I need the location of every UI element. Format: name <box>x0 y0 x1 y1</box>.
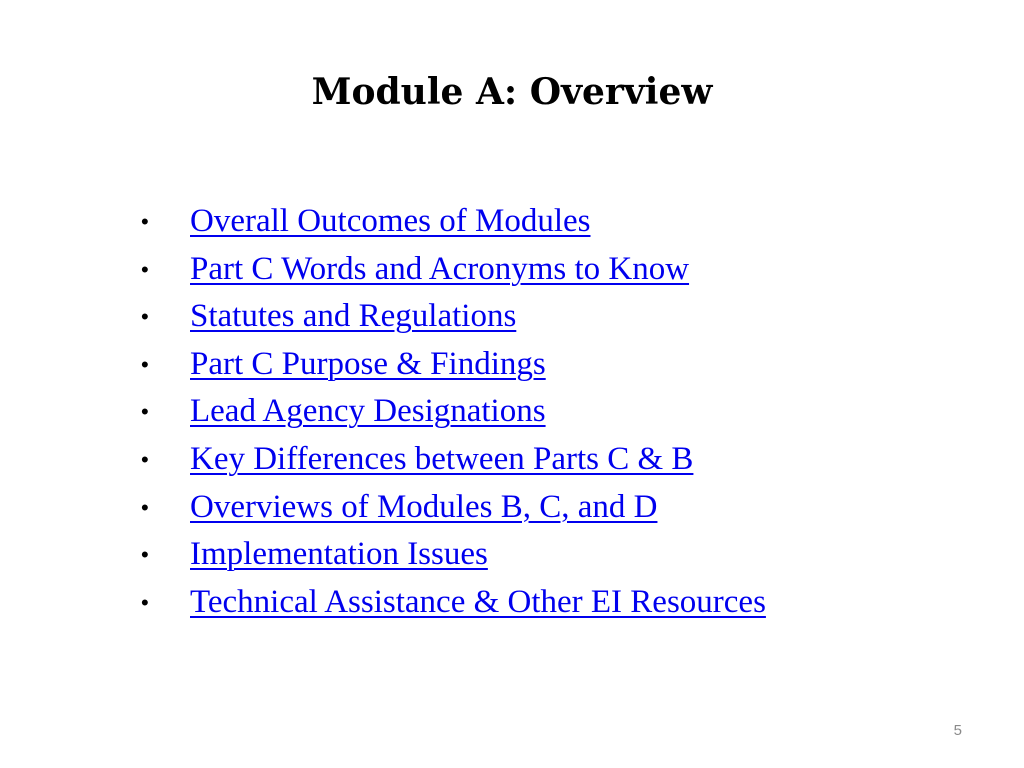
list-item <box>136 579 766 627</box>
list-item <box>136 531 766 579</box>
bullet-icon: • <box>141 351 149 377</box>
bullet-icon: • <box>141 542 149 568</box>
overview-link-list <box>136 198 766 626</box>
list-item <box>136 341 766 389</box>
link-words-acronyms[interactable]: Part C Words and Acronyms to Know <box>190 250 690 287</box>
link-implementation-issues[interactable]: Implementation Issues <box>190 536 488 573</box>
bullet-icon: • <box>141 494 149 520</box>
bullet-icon: • <box>141 589 149 615</box>
slide-title: Module A: Overview <box>311 71 713 113</box>
slide-number: 5 <box>953 722 962 739</box>
bullet-icon: • <box>141 209 149 234</box>
link-overviews-modules[interactable]: Overviews of Modules B, C, and D <box>190 488 658 525</box>
link-statutes-regulations[interactable]: Statutes and Regulations <box>190 298 517 335</box>
list-item <box>136 484 766 532</box>
link-lead-agency[interactable]: Lead Agency Designations <box>190 393 546 430</box>
list-item <box>136 436 766 484</box>
link-overall-outcomes[interactable]: Overall Outcomes of Modules <box>190 203 591 239</box>
link-purpose-findings[interactable]: Part C Purpose & Findings <box>190 345 546 382</box>
bullet-icon: • <box>141 446 149 472</box>
link-technical-assistance[interactable]: Technical Assistance & Other EI Resources <box>190 583 766 620</box>
bullet-icon: • <box>141 399 149 425</box>
bullet-icon: • <box>141 304 149 330</box>
list-item <box>136 388 766 436</box>
list-item <box>136 293 766 341</box>
bullet-icon: • <box>141 256 149 282</box>
link-key-differences[interactable]: Key Differences between Parts C & B <box>190 440 694 477</box>
list-item <box>136 246 766 294</box>
list-item <box>136 198 766 246</box>
